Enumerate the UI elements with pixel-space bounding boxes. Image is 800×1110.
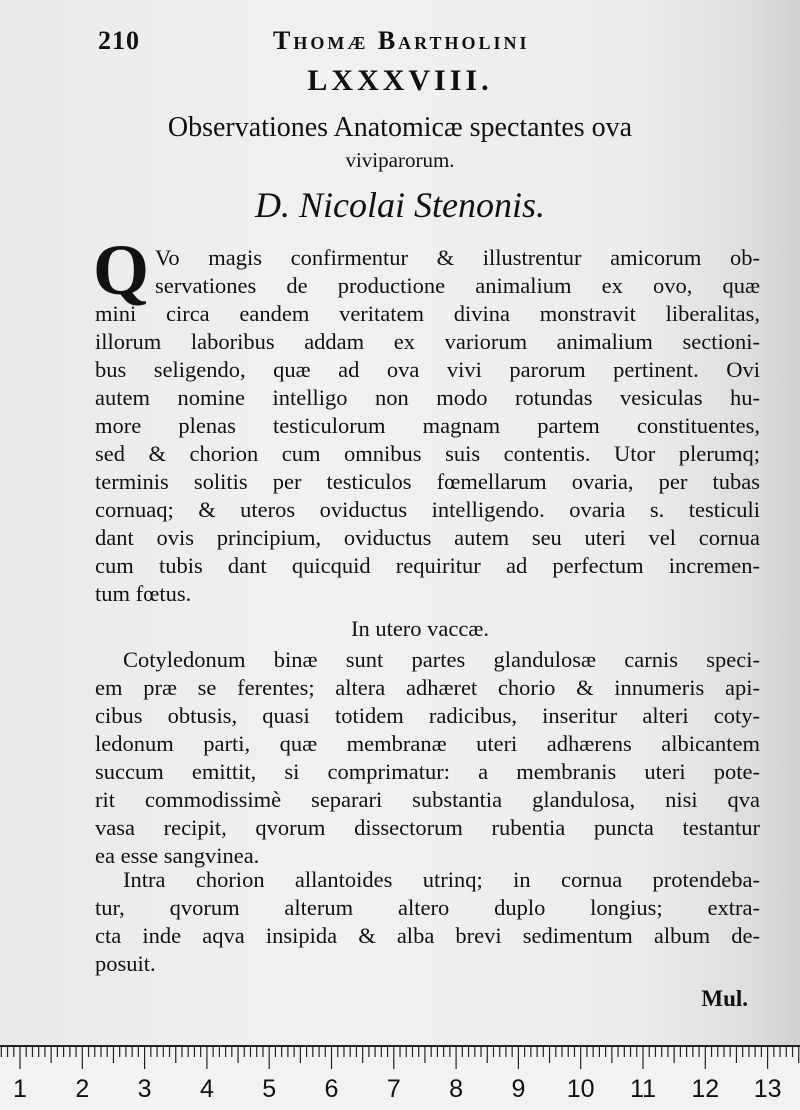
section-heading: In utero vaccæ. [350,616,490,641]
text-line: Cotyledonum binæ sunt partes glandulosæ carnis speci- [123,647,760,672]
ruler-label: 9 [511,1075,526,1103]
text-line: mini circa eandem veritatem divina monstravit liberalitas, [95,301,760,326]
author-name: D. Nicolai Stenonis. [255,185,545,225]
text-line: servationes de productione animalium ex ovo, quæ [155,273,760,298]
text-line: autem nomine intelligo non modo rotundas vesiculas hu- [95,385,760,410]
text-line: illorum laboribus addam ex variorum animalium sectioni- [95,329,760,354]
drop-cap-initial: Q [93,230,150,310]
text-line: bus seligendo, quæ ad ova vivi parorum pertinent. Ovi [95,357,760,382]
text-line: Vo magis confirmentur & illustrentur amicorum ob- [155,245,760,270]
ruler-label: 6 [324,1075,339,1103]
text-line: cum tubis dant quicquid requiritur ad perfectum incremen- [95,553,760,578]
paragraph-3 [95,866,760,978]
text-line: tum fœtus. [95,581,192,606]
chapter-number: LXXXVIII. [307,64,493,97]
text-line: ledonum parti, quæ membranæ uteri adhærens albicantem [95,731,760,756]
measurement-ruler [0,1045,800,1110]
text-line: ea esse sangvinea. [95,843,260,868]
text-line: cibus obtusis, quasi totidem radicibus, inseritur alteri coty- [95,703,760,728]
text-line: dant ovis principium, oviductus autem seu uteri vel cornua [95,525,760,550]
text-line: rit commodissimè separari substantia glandulosa, nisi qva [95,787,760,812]
text-line: terminis solitis per testiculos fœmellarum ovaria, per tubas [95,469,760,494]
ruler-label: 3 [137,1075,152,1103]
page-header [98,26,618,56]
ruler-label: 8 [449,1075,464,1103]
text-line: cta inde aqva insipida & alba brevi sedimentum album de- [95,923,760,948]
page-number: 210 [98,26,140,55]
ruler-label: 1 [13,1075,27,1103]
ruler-label: 13 [753,1075,782,1103]
text-line: em præ se ferentes; altera adhæret chorio & innumeris api- [95,675,760,700]
observation-title-line-2: viviparorum. [345,148,455,172]
text-line: Intra chorion allantoides utrinq; in cornua protendeba- [123,867,760,892]
ruler-label: 5 [262,1075,277,1103]
paragraph-1 [95,244,760,608]
observation-title-line-1: Observationes Anatomicæ spectantes ova [167,112,633,143]
text-line: tur, qvorum alterum altero duplo longius; extra- [95,895,760,920]
text-line: posuit. [95,951,156,976]
ruler-label: 10 [566,1075,595,1103]
running-title: Thomæ Bartholini [273,26,530,55]
text-line: vasa recipit, qvorum dissectorum rubentia puncta testantur [95,815,760,840]
ruler-label: 2 [75,1075,90,1103]
ruler-label: 4 [199,1075,214,1103]
ruler-label: 11 [630,1075,656,1103]
text-line: sed & chorion cum omnibus suis contentis. Utor plerumq; [95,441,760,466]
catchword: Mul. [701,986,748,1011]
text-line: cornuaq; & uteros oviductus intelligendo. ovaria s. testiculi [95,497,760,522]
ruler-ticks [0,1047,800,1077]
text-line: more plenas testiculorum magnam partem constituentes, [95,413,760,438]
paragraph-2 [95,646,760,870]
ruler-label: 7 [386,1075,401,1103]
text-line: succum emittit, si comprimatur: a membranis uteri pote- [95,759,760,784]
ruler-label: 12 [691,1075,720,1103]
